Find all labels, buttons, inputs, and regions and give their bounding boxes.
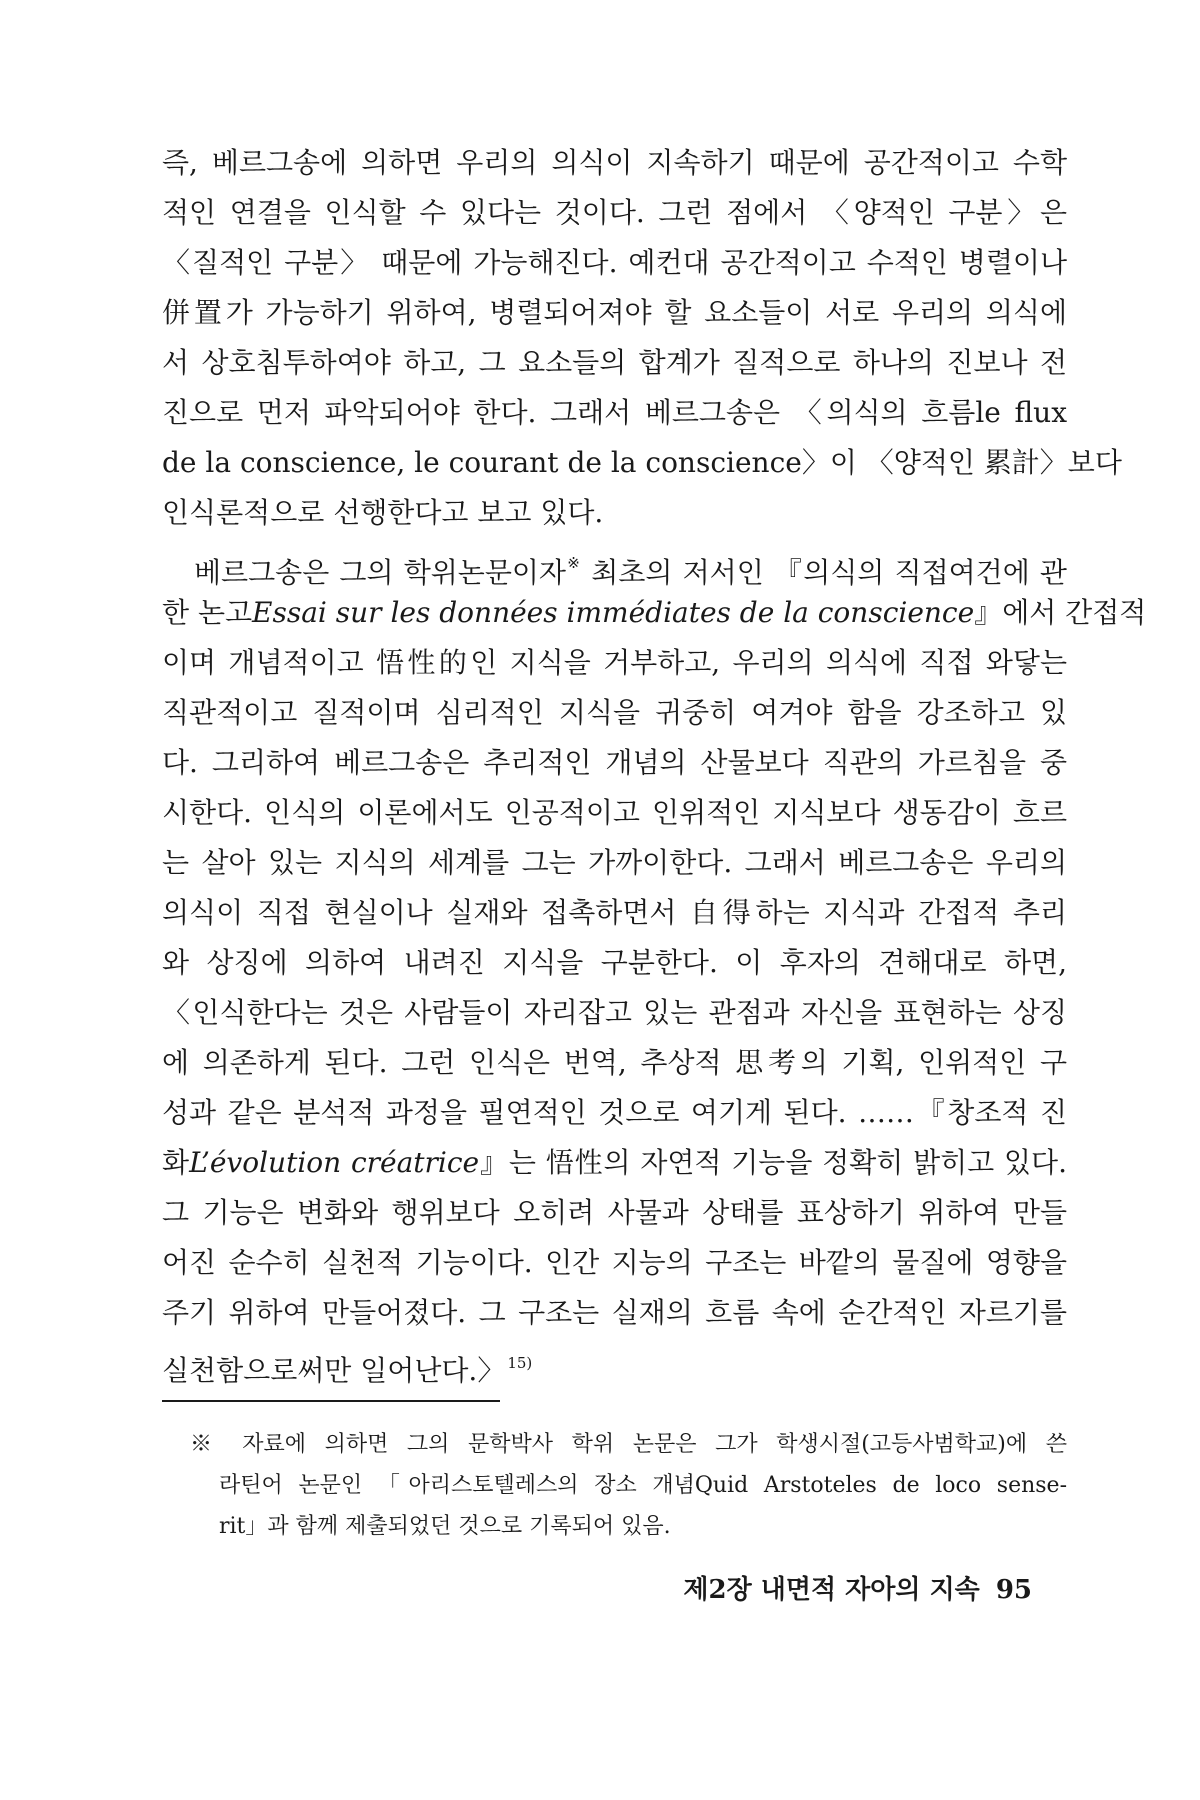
book-title-italic: Essai sur les données immédiates de la conscience (252, 596, 975, 629)
text-line: 〈인식한다는 것은 사람들이 자리잡고 있는 관점과 자신을 표현하는 상징 (162, 996, 1067, 1029)
text-segment: 한 논고 (162, 596, 253, 629)
chapter-title: 제2장 내면적 자아의 지속 (683, 1575, 980, 1605)
page-footer (683, 1569, 1032, 1606)
book-title-italic: L’évolution créatrice (189, 1146, 480, 1179)
text-line: 併置가 가능하기 위하여, 병렬되어져야 할 요소들이 서로 우리의 의식에 (162, 296, 1067, 329)
text-line: 는 살아 있는 지식의 세계를 그는 가까이한다. 그래서 베르그송은 우리의 (162, 846, 1067, 879)
text-line: 의식이 직접 현실이나 실재와 접촉하면서 自得하는 지식과 간접적 추리 (162, 896, 1067, 929)
text-line: 직관적이고 질적이며 심리적인 지식을 귀중히 여겨야 함을 강조하고 있 (162, 696, 1067, 729)
text-line: 다. 그리하여 베르그송은 추리적인 개념의 산물보다 직관의 가르침을 중 (162, 746, 1067, 779)
page-number: 95 (995, 1575, 1032, 1605)
text-segment: 베르그송은 그의 학위논문이자 (194, 556, 566, 589)
text-line: 시한다. 인식의 이론에서도 인공적이고 인위적인 지식보다 생동감이 흐르 (162, 796, 1067, 829)
text-line: 주기 위하여 만들어졌다. 그 구조는 실재의 흐름 속에 순간적인 자르기를 (162, 1296, 1067, 1329)
text-line (162, 1338, 1067, 1388)
reference-number: 15) (507, 1354, 533, 1372)
text-line: 이며 개념적이고 悟性的인 지식을 거부하고, 우리의 의식에 직접 와닿는 (162, 646, 1067, 679)
body-text (162, 138, 1147, 1388)
text-line: 와 상징에 의하여 내려진 지식을 구분한다. 이 후자의 견해대로 하면, (162, 946, 1067, 979)
text-line: 성과 같은 분석적 과정을 필연적인 것으로 여기게 된다. ……『창조적 진 (162, 1096, 1067, 1129)
footnote-marker: ※ (565, 554, 582, 572)
text-segment: 』에서 간접적 (974, 596, 1147, 629)
text-line: 에 의존하게 된다. 그런 인식은 번역, 추상적 思考의 기획, 인위적인 구 (162, 1046, 1067, 1079)
text-line: 〈질적인 구분〉 때문에 가능해진다. 예컨대 공간적이고 수적인 병렬이나 (162, 246, 1067, 279)
text-segment: 화 (162, 1146, 190, 1179)
text-line (162, 1138, 1067, 1188)
footnote-divider (162, 1400, 500, 1402)
text-line: 즉, 베르그송에 의하면 우리의 의식이 지속하기 때문에 공간적이고 수학 (162, 146, 1067, 179)
text-line: 진으로 먼저 파악되어야 한다. 그래서 베르그송은 〈의식의 흐름le flux (162, 396, 1067, 429)
footnote-line: ※ 자료에 의하면 그의 문학박사 학위 논문은 그가 학생시절(고등사범학교)에 쓴 (190, 1432, 1067, 1457)
footnote (190, 1424, 1067, 1547)
text-line (162, 588, 1147, 638)
footnote-line: rit」과 함께 제출되었던 것으로 기록되어 있음. (219, 1514, 671, 1539)
text-line: 서 상호침투하여야 하고, 그 요소들의 합계가 질적으로 하나의 진보나 전 (162, 346, 1067, 379)
footnote-line: 라틴어 논문인 「아리스토텔레스의 장소 개념Quid Arstoteles de loco sense- (219, 1473, 1067, 1498)
text-line: 적인 연결을 인식할 수 있다는 것이다. 그런 점에서 〈양적인 구분〉은 (162, 196, 1067, 229)
text-segment: 』는 悟性의 자연적 기능을 정확히 밝히고 있다. (479, 1146, 1068, 1179)
text-segment: 실천함으로써만 일어난다.〉 (162, 1354, 506, 1387)
text-line: 인식론적으로 선행한다고 보고 있다. (162, 496, 604, 529)
text-line: 그 기능은 변화와 행위보다 오히려 사물과 상태를 표상하기 위하여 만들 (162, 1196, 1067, 1229)
text-segment: 최초의 저서인 『의식의 직접여건에 관 (581, 556, 1067, 589)
text-line (162, 538, 1067, 588)
text-line: de la conscience, le courant de la conscience〉이 〈양적인 累計〉보다 (162, 446, 1122, 479)
text-line: 어진 순수히 실천적 기능이다. 인간 지능의 구조는 바깥의 물질에 영향을 (162, 1246, 1067, 1279)
